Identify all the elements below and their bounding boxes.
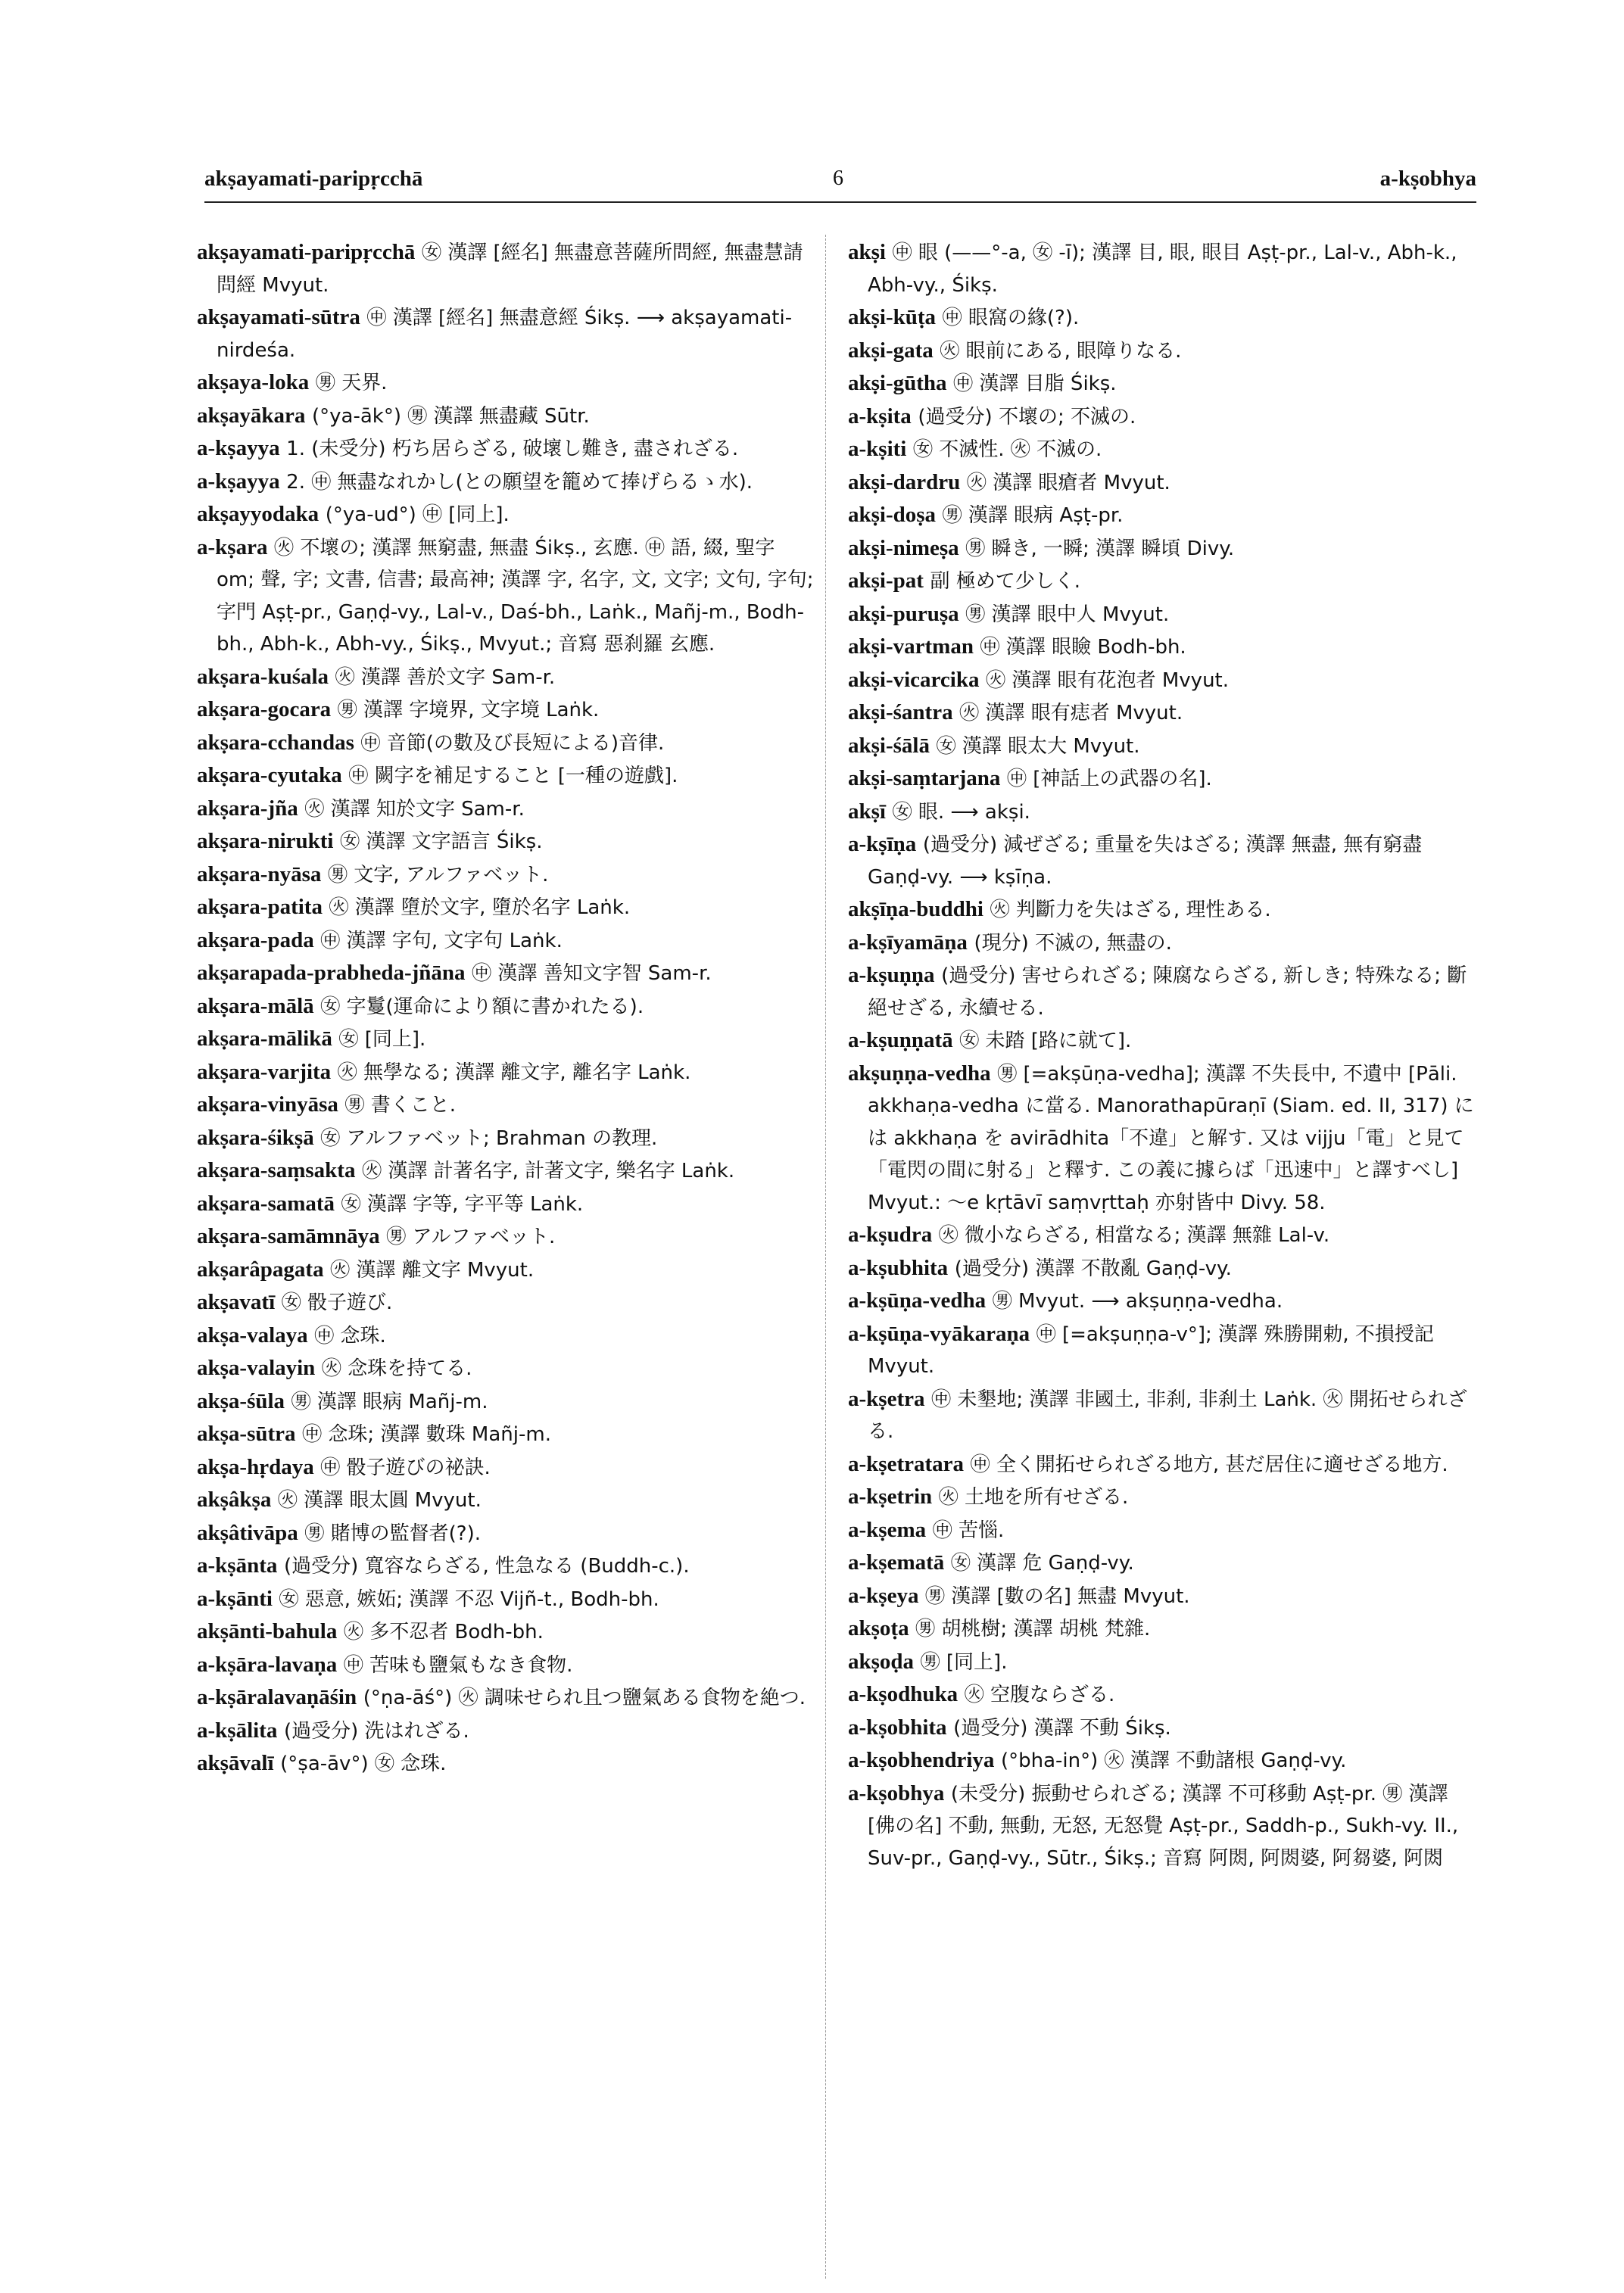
entry-headword: akṣīṇa-buddhi [848, 897, 983, 921]
dictionary-entry [848, 1712, 1476, 1745]
dictionary-entry [197, 661, 818, 694]
dictionary-entry [197, 990, 818, 1023]
entry-definition: ㊋ 漢譯 墮於文字, 墮於名字 Laṅk. [329, 896, 631, 919]
entry-headword: akṣara-mālikā [197, 1027, 332, 1051]
header-last-headword: a-kṣobhya [1379, 167, 1476, 191]
dictionary-entry [197, 891, 818, 924]
entry-definition: ㊋ 無學なる; 漢譯 離文字, 離名字 Laṅk. [337, 1061, 691, 1084]
entry-headword: akṣi-saṃtarjana [848, 766, 1001, 790]
entry-headword: akṣara-nirukti [197, 829, 334, 853]
entry-headword: akṣi-gūtha [848, 371, 947, 395]
entry-definition: ㊋ 漢譯 眼瘡者 Mvyut. [966, 471, 1170, 494]
entry-definition: ㊚ 文字, アルファベット. [327, 863, 549, 886]
entry-headword: akṣavatī [197, 1290, 276, 1314]
entry-headword: akṣara-nyāsa [197, 861, 322, 886]
entry-headword: akṣara-pada [197, 927, 314, 952]
entry-definition: ㊋ 漢譯 計著名字, 計著文字, 樂名字 Laṅk. [362, 1160, 735, 1182]
entry-definition: ㊛ 漢譯 字等, 字平等 Laṅk. [341, 1192, 584, 1216]
column-divider [825, 235, 826, 2279]
entry-definition: ㊥ 漢譯 眼瞼 Bodh-bh. [980, 636, 1186, 659]
dictionary-entry [848, 730, 1476, 763]
entry-definition: ㊚ 書くこと. [344, 1094, 457, 1117]
dictionary-entry [848, 1777, 1476, 1875]
left-column [197, 236, 818, 1781]
entry-definition: ㊥ [神話上の武器の名]. [1006, 768, 1212, 790]
entry-headword: a-kṣita [848, 403, 912, 428]
entry-headword: akṣi-kūṭa [848, 305, 937, 329]
entry-definition: ㊥ [=akṣuṇṇa-v°]; 漢譯 殊勝開勅, 不損授記 Mvyut. [868, 1323, 1434, 1378]
entry-definition: ㊥ 眼 (——°-a, ㊛ -ī); 漢譯 目, 眼, 眼目 Aṣṭ-pr., Lal-v., Abh-k., Abh-vy., Śikṣ. [868, 241, 1457, 297]
entry-headword: a-kṣeya [848, 1583, 919, 1608]
entry-headword: a-kṣānta [197, 1553, 278, 1578]
entry-headword: akṣi-dardru [848, 469, 961, 494]
dictionary-entry [197, 400, 818, 433]
dictionary-entry [848, 1646, 1476, 1679]
dictionary-entry [848, 335, 1476, 368]
entry-definition: ㊋ 多不忍者 Bodh-bh. [343, 1621, 544, 1643]
dictionary-entry [848, 796, 1476, 829]
entry-definition: ㊛ 惡意, 嫉妬; 漢譯 不忍 Vijñ-t., Bodh-bh. [279, 1587, 659, 1611]
dictionary-entry [848, 696, 1476, 730]
dictionary-entry [848, 893, 1476, 927]
dictionary-entry [848, 631, 1476, 664]
entry-definition: ㊥ 念珠. [314, 1324, 386, 1347]
dictionary-entry [848, 1318, 1476, 1383]
dictionary-entry [197, 1715, 818, 1748]
dictionary-entry [197, 1649, 818, 1682]
dictionary-entry [848, 532, 1476, 565]
dictionary-entry [197, 1615, 818, 1649]
entry-headword: a-kṣobhita [848, 1715, 947, 1740]
entry-definition: ㊋ 微小ならざる, 相當なる; 漢譯 無雜 Lal-v. [938, 1224, 1330, 1247]
entry-headword: a-kṣubhita [848, 1255, 949, 1280]
entry-headword: a-kṣema [848, 1517, 927, 1542]
entry-headword: akṣara-cchandas [197, 730, 354, 755]
entry-headword: akṣi-pat [848, 569, 924, 593]
entry-headword: a-kṣīṇa [848, 832, 917, 856]
entry-definition: ㊛ 骰子遊び. [281, 1291, 393, 1314]
entry-headword: akṣi-śantra [848, 700, 953, 724]
entry-headword: akṣānti-bahula [197, 1619, 338, 1643]
entry-headword: akṣarâpagata [197, 1257, 324, 1282]
entry-headword: a-kṣara [197, 534, 268, 559]
entry-headword: akṣara-vinyāsa [197, 1092, 338, 1117]
entry-headword: a-kṣetra [848, 1386, 925, 1411]
dictionary-entry [197, 1550, 818, 1583]
entry-definition: (°bha-in°) ㊋ 漢譯 不動諸根 Gaṇḍ-vy. [1000, 1749, 1347, 1772]
entry-definition: (過受分) 漢譯 不散亂 Gaṇḍ-vy. [954, 1257, 1232, 1280]
dictionary-entry [197, 759, 818, 793]
entry-definition: ㊥ 漢譯 目脂 Śikṣ. [953, 372, 1117, 395]
dictionary-entry [848, 1547, 1476, 1580]
entry-definition: (過受分) 減ぜざる; 重量を失はざる; 漢譯 無盡, 無有窮盡 Gaṇḍ-vy. ⟶ kṣīṇa. [868, 833, 1423, 889]
entry-definition: ㊛ 未踏 [路に就て]. [959, 1030, 1132, 1052]
dictionary-entry [848, 433, 1476, 466]
dictionary-entry [848, 1744, 1476, 1777]
entry-definition: ㊋ 漢譯 離文字 Mvyut. [330, 1258, 535, 1282]
entry-definition: ㊛ 漢譯 文字語言 Śikṣ. [340, 830, 543, 853]
entry-headword: a-kṣayya [197, 469, 280, 494]
entry-headword: a-kṣematā [848, 1550, 945, 1575]
dictionary-entry [197, 1484, 818, 1517]
entry-headword: akṣi-vicarcika [848, 667, 980, 692]
entry-definition: ㊚ 漢譯 [數の名] 無盡 Mvyut. [925, 1584, 1190, 1608]
dictionary-entry [197, 1122, 818, 1155]
dictionary-entry [197, 1023, 818, 1056]
header-rule [204, 201, 1476, 203]
entry-definition: ㊚ 漢譯 眼中人 Mvyut. [965, 603, 1170, 626]
entry-definition: ㊛ 漢譯 眼太大 Mvyut. [936, 734, 1140, 758]
entry-definition: 2. ㊥ 無盡なれかし(との願望を籠めて捧げらるゝ水). [286, 470, 753, 494]
dictionary-entry [197, 924, 818, 958]
dictionary-entry [197, 1286, 818, 1319]
entry-definition: ㊥ 全く開拓せられざる地方, 甚だ居住に適せざる地方. [970, 1453, 1448, 1476]
dictionary-entry [197, 1089, 818, 1122]
dictionary-entry [848, 1481, 1476, 1514]
entry-definition: ㊋ 念珠を持てる. [321, 1357, 472, 1380]
entry-definition: ㊛ 漢譯 危 Gaṇḍ-vy. [950, 1552, 1134, 1575]
dictionary-entry [848, 1024, 1476, 1058]
dictionary-entry [197, 498, 818, 531]
dictionary-entry [848, 762, 1476, 796]
entry-headword: a-kṣiti [848, 437, 907, 461]
dictionary-entry [848, 1580, 1476, 1613]
entry-headword: akṣara-kuśala [197, 664, 329, 689]
entry-headword: a-kṣīyamāṇa [848, 930, 968, 955]
entry-definition: ㊋ 土地を所有せざる. [938, 1486, 1129, 1509]
dictionary-entry [197, 727, 818, 760]
entry-definition: ㊥ 漢譯 [經名] 無盡意經 Śikṣ. ⟶ akṣayamati-nirdeśa. [217, 307, 793, 362]
dictionary-entry [848, 466, 1476, 500]
entry-definition: ㊥ 漢譯 善知文字智 Sam-r. [472, 962, 712, 985]
entry-headword: a-kṣetratara [848, 1451, 965, 1476]
entry-headword: akṣi-śālā [848, 733, 930, 758]
entry-headword: a-kṣānti [197, 1586, 273, 1611]
entry-definition: ㊛ 字鬘(運命により額に書かれたる). [320, 995, 644, 1018]
entry-headword: akṣara-varjita [197, 1059, 332, 1084]
entry-headword: a-kṣodhuka [848, 1682, 959, 1706]
entry-definition: ㊚ 賭博の監督者(?). [304, 1522, 481, 1545]
dictionary-entry [197, 1681, 818, 1715]
header-first-headword: akṣayamati-paripṛcchā [204, 167, 423, 191]
entry-definition: (°ya-āk°) ㊚ 漢譯 無盡藏 Sūtr. [312, 404, 590, 428]
entry-definition: ㊚ 胡桃樹; 漢譯 胡桃 梵雜. [915, 1618, 1151, 1640]
entry-headword: akṣara-śikṣā [197, 1125, 314, 1150]
entry-definition: ㊋ 漢譯 眼太圓 Mvyut. [277, 1489, 482, 1512]
entry-headword: akṣa-valaya [197, 1323, 308, 1347]
entry-headword: akṣarapada-prabheda-jñāna [197, 961, 466, 985]
entry-definition: ㊋ 不壞の; 漢譯 無窮盡, 無盡 Śikṣ., 玄應. ㊥ 語, 綴, 聖字 om; 聲, 字; 文書, 信書; 最高神; 漢譯 字, 名字, 文, 文字; 文句, 字句; 字門 Aṣṭ-pr., Gaṇḍ-vy., Lal-v., Daś-bh., Laṅk., Mañj-m., Bodh-bh., Abh-k., Abh-vy., Śikṣ., Mvyut.; 音寫 惡刹羅 玄應. [217, 536, 814, 656]
entry-headword: akṣayyodaka [197, 502, 320, 526]
entry-definition: (過受分) 寬容ならざる, 性急なる (Buddh-c.). [283, 1555, 690, 1578]
entry-headword: akṣi-nimeṣa [848, 535, 959, 560]
dictionary-entry [197, 366, 818, 400]
dictionary-entry [197, 1188, 818, 1221]
dictionary-entry [197, 236, 818, 301]
dictionary-entry [197, 1319, 818, 1353]
entry-headword: akṣāvalī [197, 1751, 274, 1775]
entry-headword: a-kṣāra-lavaṇa [197, 1652, 338, 1677]
dictionary-entry [197, 693, 818, 727]
entry-definition: ㊛ アルファベット; Brahman の教理. [320, 1126, 658, 1150]
dictionary-entry [848, 1252, 1476, 1285]
dictionary-entry [848, 367, 1476, 400]
entry-definition: ㊚ 漢譯 字境界, 文字境 Laṅk. [337, 699, 600, 721]
entry-headword: akṣi-vartman [848, 634, 974, 659]
entry-definition: ㊛ [同上]. [338, 1028, 426, 1051]
entry-headword: akṣa-hṛdaya [197, 1454, 314, 1479]
dictionary-entry [197, 1451, 818, 1485]
entry-definition: ㊋ 漢譯 知於文字 Sam-r. [304, 797, 525, 821]
entry-headword: akṣara-samatā [197, 1191, 335, 1216]
entry-definition: ㊥ 骰子遊びの祕訣. [320, 1456, 491, 1479]
dictionary-entry [197, 531, 818, 661]
entry-headword: akṣī [848, 799, 886, 824]
page-number: 6 [833, 167, 843, 190]
entry-definition: ㊋ 漢譯 眼有痣者 Mvyut. [959, 702, 1183, 724]
entry-definition: ㊚ [同上]. [920, 1650, 1008, 1674]
entry-definition: (°ṇa-āś°) ㊋ 調味せられ且つ鹽氣ある食物を絶つ. [363, 1687, 806, 1709]
dictionary-entry [848, 1678, 1476, 1712]
entry-headword: akṣi-doṣa [848, 503, 937, 527]
entry-definition: ㊛ 漢譯 [經名] 無盡意菩薩所問經, 無盡慧請問經 Mvyut. [217, 241, 803, 297]
dictionary-entry [848, 1058, 1476, 1220]
entry-definition: (現分) 不滅の, 無盡の. [974, 931, 1172, 955]
entry-definition: ㊋ 眼前にある, 眼障りなる. [940, 339, 1182, 363]
entry-headword: akṣayamati-paripṛcchā [197, 240, 416, 264]
entry-definition: ㊥ 漢譯 字句, 文字句 Laṅk. [320, 929, 563, 952]
entry-definition: (未受分) 振動せられざる; 漢譯 不可移動 Aṣṭ-pr. ㊚ 漢譯 [佛の名] 不動, 無動, 无怒, 无怒覺 Aṣṭ-pr., Saddh-p., Sukh-vy. II., Suv-pr., Gaṇḍ-vy., Sūtr., Śikṣ.; 音寫 阿閦, 阿閦婆, 阿芻婆, 阿閦 [868, 1782, 1459, 1870]
dictionary-entry [848, 1514, 1476, 1547]
entry-definition: ㊚ アルファベット. [386, 1226, 556, 1248]
dictionary-entry [848, 301, 1476, 335]
dictionary-entry [848, 565, 1476, 598]
dictionary-entry [848, 1383, 1476, 1448]
entry-headword: a-kṣuṇṇatā [848, 1028, 953, 1052]
entry-definition: (過受分) 洗はれざる. [283, 1719, 469, 1743]
entry-definition: 1. (未受分) 朽ち居らざる, 破壞し難き, 盡されざる. [286, 438, 739, 460]
entry-definition: ㊥ 苦味も鹽氣もなき食物. [343, 1653, 573, 1677]
dictionary-entry [197, 1154, 818, 1188]
entry-headword: akṣara-cyutaka [197, 763, 342, 787]
entry-headword: akṣi-puruṣa [848, 601, 959, 626]
entry-definition: (°ṣa-āv°) ㊛ 念珠. [280, 1752, 447, 1775]
entry-headword: akṣoṭa [848, 1616, 909, 1640]
entry-definition: ㊛ 不滅性. ㊋ 不滅の. [912, 438, 1102, 461]
entry-definition: (過受分) 不壞の; 不滅の. [918, 405, 1136, 428]
entry-headword: a-kṣālita [197, 1718, 278, 1743]
entry-headword: a-kṣūṇa-vedha [848, 1288, 987, 1313]
entry-headword: a-kṣobhendriya [848, 1748, 995, 1772]
entry-definition: ㊚ 漢譯 眼病 Aṣṭ-pr. [942, 504, 1124, 527]
entry-definition: ㊚ 天界. [315, 372, 388, 394]
entry-definition: ㊥ 眼窩の緣(?). [942, 307, 1080, 329]
dictionary-entry [848, 1219, 1476, 1252]
entry-definition: ㊥ 念珠; 漢譯 數珠 Mañj-m. [302, 1423, 551, 1446]
dictionary-entry [197, 1517, 818, 1550]
dictionary-entry [848, 499, 1476, 532]
dictionary-entry [848, 598, 1476, 631]
dictionary-entry [848, 1612, 1476, 1646]
entry-definition: ㊥ 苦惱. [932, 1519, 1005, 1542]
entry-headword: akṣoḍa [848, 1649, 915, 1674]
entry-definition: ㊛ 眼. ⟶ akṣi. [892, 800, 1030, 824]
entry-headword: a-kṣobhya [848, 1781, 945, 1805]
entry-headword: akṣa-śūla [197, 1388, 285, 1413]
entry-headword: akṣuṇṇa-vedha [848, 1061, 991, 1086]
entry-definition: ㊋ 空腹ならざる. [964, 1684, 1115, 1706]
entry-definition: 副 極めて少しく. [930, 570, 1081, 593]
entry-headword: a-kṣudra [848, 1223, 933, 1247]
dictionary-entry [197, 1583, 818, 1616]
entry-headword: akṣâtivāpa [197, 1520, 298, 1545]
right-column [848, 236, 1476, 1874]
running-header [204, 167, 1476, 200]
entry-definition: (過受分) 漢譯 不動 Śikṣ. [953, 1716, 1171, 1740]
dictionary-entry [197, 432, 818, 466]
entry-definition: ㊥ 闕字を補足すること [一種の遊戲]. [348, 765, 678, 787]
entry-headword: akṣayamati-sūtra [197, 305, 360, 329]
entry-headword: a-kṣuṇṇa [848, 963, 935, 987]
entry-headword: akṣara-patita [197, 895, 323, 919]
dictionary-entry [197, 825, 818, 858]
dictionary-entry [197, 1385, 818, 1419]
entry-definition: ㊚ [=akṣūṇa-vedha]; 漢譯 不失長中, 不遺中 [Pāli. akkhaṇa-vedha に當る. Manorathapūraṇī (Siam. ed. II, 317) には akkhaṇa を avirādhita「不違」と解す. 又は vijju「電」と見て「電閃の間に射る」と釋す. この義に據らば「迅速中」と譯すべし] Mvyut.: ～e kṛtāvī saṃvṛttaḥ 亦射皆中 Divy. 58. [868, 1062, 1474, 1214]
dictionary-entry [848, 1448, 1476, 1481]
dictionary-entry [197, 1418, 818, 1451]
entry-headword: akṣara-saṃsakta [197, 1158, 356, 1182]
entry-headword: akṣara-samāmnāya [197, 1224, 380, 1248]
entry-headword: a-kṣayya [197, 436, 280, 460]
entry-definition: ㊚ 漢譯 眼病 Mañj-m. [291, 1390, 488, 1413]
entry-definition: ㊥ 音節(の數及び長短による)音律. [360, 731, 665, 755]
entry-headword: akṣi-gata [848, 338, 934, 363]
entry-headword: a-kṣetrin [848, 1485, 933, 1509]
entry-definition: ㊋ 漢譯 善於文字 Sam-r. [335, 665, 556, 689]
entry-definition: ㊚ Mvyut. ⟶ akṣuṇṇa-vedha. [992, 1290, 1283, 1313]
dictionary-entry [197, 858, 818, 892]
dictionary-entry [197, 466, 818, 499]
entry-definition: ㊋ 判斷力を失はざる, 理性ある. [990, 899, 1271, 921]
dictionary-entry [848, 664, 1476, 697]
entry-definition: ㊋ 漢譯 眼有花泡者 Mvyut. [986, 668, 1230, 692]
entry-headword: akṣâkṣa [197, 1488, 272, 1512]
dictionary-entry [197, 1220, 818, 1254]
entry-headword: akṣara-mālā [197, 993, 314, 1018]
dictionary-entry [197, 1747, 818, 1781]
dictionary-entry [848, 927, 1476, 960]
dictionary-entry [848, 959, 1476, 1024]
entry-headword: akṣa-valayin [197, 1356, 316, 1380]
entry-headword: akṣa-sūtra [197, 1422, 296, 1446]
dictionary-entry [848, 828, 1476, 893]
dictionary-entry [197, 1352, 818, 1385]
entry-definition: (過受分) 害せられざる; 陳腐ならざる, 新しき; 特殊なる; 斷絕せざる, 永續せる. [868, 964, 1467, 1020]
dictionary-entry [848, 236, 1476, 301]
dictionary-entry [197, 1254, 818, 1287]
dictionary-entry [848, 1285, 1476, 1318]
dictionary-entry [197, 793, 818, 826]
dictionary-entry [848, 400, 1476, 434]
entry-definition: (°ya-ud°) ㊥ [同上]. [325, 503, 510, 526]
dictionary-entry [197, 957, 818, 990]
entry-headword: a-kṣāralavaṇāśin [197, 1685, 357, 1709]
entry-headword: akṣaya-loka [197, 370, 310, 394]
entry-headword: a-kṣūṇa-vyākaraṇa [848, 1321, 1030, 1346]
entry-headword: akṣi [848, 240, 886, 264]
dictionary-entry [197, 301, 818, 366]
entry-headword: akṣara-jña [197, 796, 298, 821]
entry-headword: akṣayākara [197, 403, 306, 428]
entry-definition: ㊥ 未墾地; 漢譯 非國土, 非刹, 非刹土 Laṅk. ㊋ 開拓せられざる. [868, 1388, 1467, 1443]
entry-definition: ㊚ 瞬き, 一瞬; 漢譯 瞬頃 Divy. [965, 537, 1235, 560]
dictionary-entry [197, 1056, 818, 1089]
entry-headword: akṣara-gocara [197, 697, 332, 721]
